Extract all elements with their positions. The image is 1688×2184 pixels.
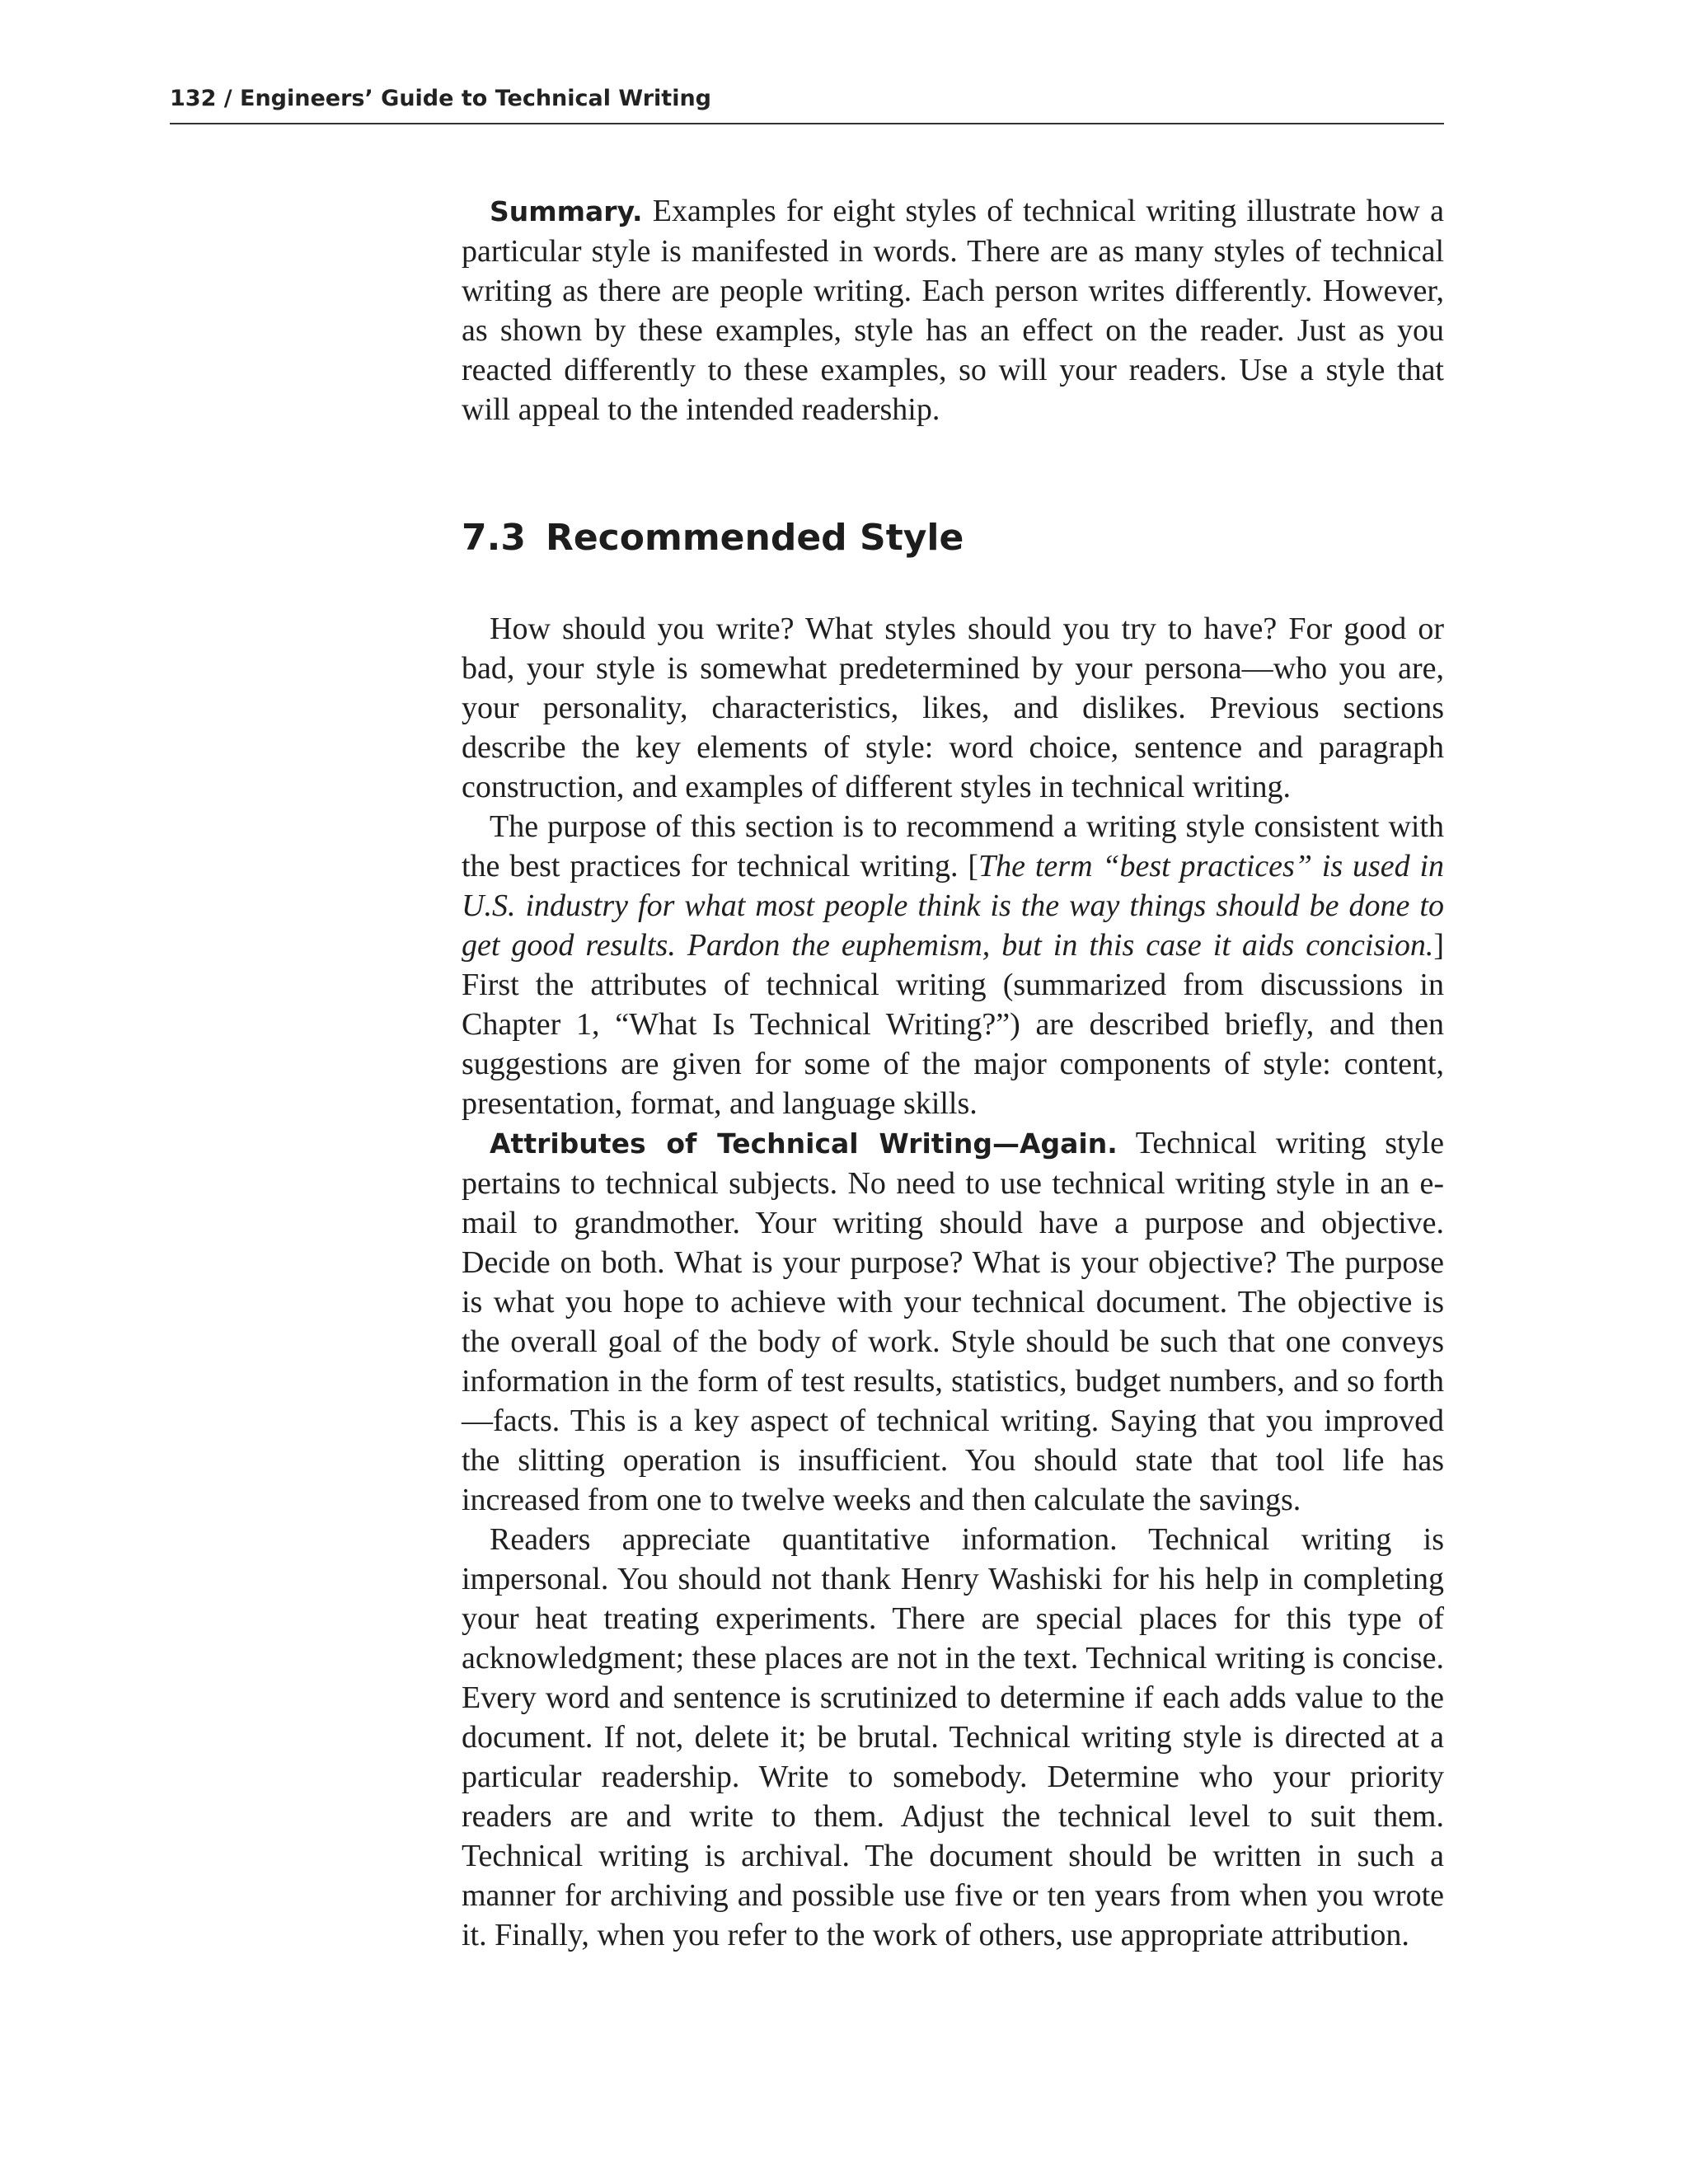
attributes-label: Attributes of Technical Writing—Again.: [490, 1127, 1118, 1160]
summary-label: Summary.: [490, 195, 643, 227]
section-number: 7.3: [462, 517, 526, 559]
paragraph-persona: How should you write? What styles should you try to have? For good or bad, your style is somewhat predetermined by your persona—who you are, your personality, characteristics, likes, and dislikes. Previous sections describe the key elements of style: word choice, sentence and paragraph construction, and examples of different styles in technical writing.: [462, 612, 1444, 804]
purpose-italic-note: The term “best practices” is used in U.S. industry for what most people think is the way things should be done to get good results. Pardon the euphemism, but in this case it aids concision.: [462, 849, 1445, 963]
paragraph-quantitative: Readers appreciate quantitative information. Technical writing is impersonal. You should not thank Henry Washiski for his help in completing your heat treating experiments. There are special places for this type of acknowledgment; these places are not in the text. Technical writing is concise. Every word and sentence is scrutinized to determine if each adds value to the document. If not, delete it; be brutal. Technical writing style is directed at a particular readership. Write to somebody. Determine who your priority readers are and write to them. Adjust the technical level to suit them. Technical writing is archival. The document should be written in such a manner for archiving and possible use five or ten years from when you wrote it. Finally, when you refer to the work of others, use appropriate attribution.: [462, 1522, 1444, 1952]
section-title: Recommended Style: [545, 517, 964, 559]
page-body: [462, 191, 1444, 1955]
attributes-text: Technical writing style pertains to technical subjects. No need to use technical writing style in an e-mail to grandmother. Your writing should have a purpose and objective. Decide on both. What is your purpose? What is your objective? The purpose is what you hope to achieve with your technical document. The objective is the overall goal of the body of work. Style should be such that one conveys information in the form of test results, statistics, budget numbers, and so forth—facts. This is a key aspect of technical writing. Saying that you improved the slitting operation is insufficient. You should state that tool life has increased from one to twelve weeks and then calculate the savings.: [462, 1126, 1444, 1517]
purpose-text-end: ] First the attributes of technical writing (summarized from discussions in Chapter 1, “What Is Technical Writing?”) are described briefly, and then suggestions are given for some of the major components of style: content, presentation, format, and language skills.: [462, 928, 1444, 1121]
summary-paragraph: [462, 191, 1444, 429]
purpose-text-start: The purpose of this section is to recommend a writing style consistent with the best practices for technical writing. [: [462, 809, 1444, 883]
paragraph-purpose: [462, 807, 1444, 1123]
paragraph-attributes: [462, 1123, 1444, 1520]
section-heading: [462, 515, 1444, 561]
summary-text: Examples for eight styles of technical writing illustrate how a particular style is manifested in words. There are as many styles of technical writing as there are people writing. Each person writes differently. However, as shown by these examples, style has an effect on the reader. Just as you reacted differently to these examples, so will your readers. Use a style that will appeal to the intended readership.: [462, 194, 1444, 427]
running-head: 132 / Engineers’ Guide to Technical Writing: [170, 86, 1444, 124]
